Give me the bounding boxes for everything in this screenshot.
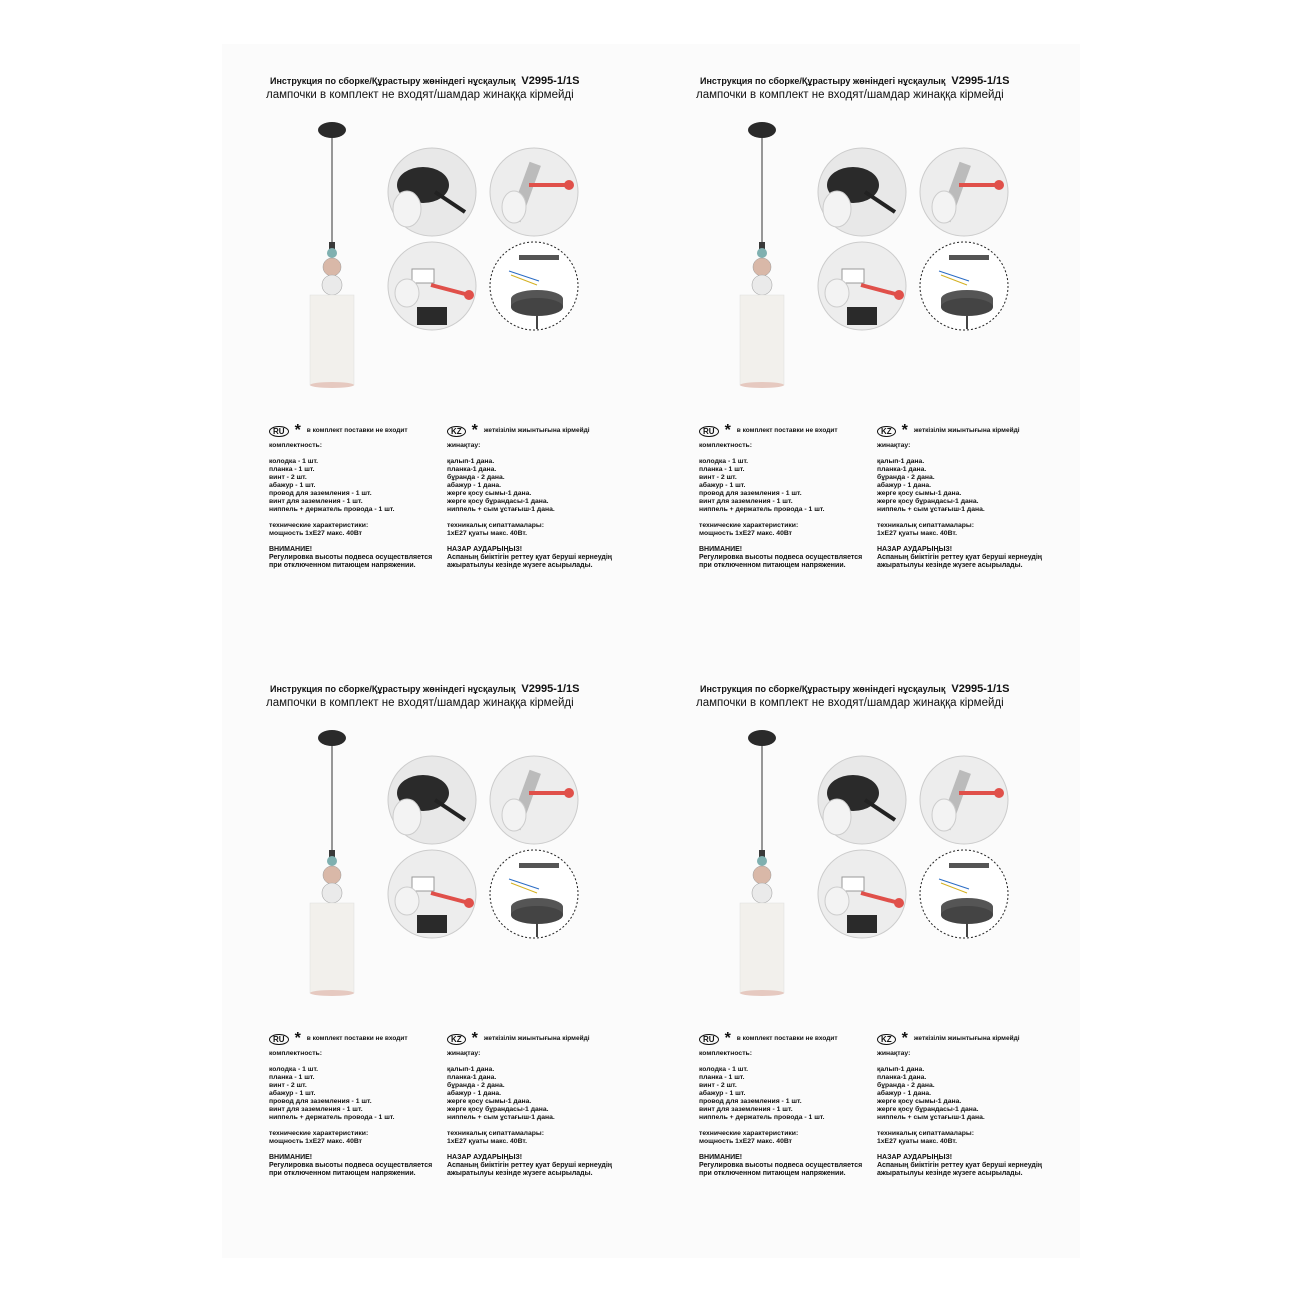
kz-badge: KZ bbox=[447, 426, 466, 437]
ru-badge: RU bbox=[699, 1034, 719, 1045]
instruction-panel bbox=[692, 72, 1122, 672]
kz-warning-text: Аспаның биіктігін реттеу қуат беруші кернеудің bbox=[447, 1162, 613, 1169]
list-item: винт - 2 шт. bbox=[699, 1082, 737, 1089]
kz-warning-text: Аспаның биіктігін реттеу қуат беруші кернеудің bbox=[877, 554, 1043, 561]
ru-note: в комплект поставки не входит bbox=[736, 1035, 838, 1042]
asterisk-icon: * bbox=[294, 422, 301, 439]
list-item: винт - 2 шт. bbox=[269, 1082, 307, 1089]
list-item: бұранда - 2 дана. bbox=[447, 474, 505, 481]
kz-kit-header: жинақтау: bbox=[447, 1050, 481, 1057]
ru-spec-header: технические характеристики: bbox=[699, 1130, 799, 1137]
instruction-panel bbox=[262, 680, 692, 1280]
list-item: қалып-1 дана. bbox=[447, 458, 495, 465]
list-item: жерге қосу сымы-1 дана. bbox=[447, 1098, 532, 1105]
list-item: колодка - 1 шт. bbox=[699, 1066, 749, 1073]
assembly-steps bbox=[387, 147, 587, 337]
mounting-bar-photo bbox=[919, 147, 1009, 237]
list-item: колодка - 1 шт. bbox=[269, 1066, 319, 1073]
kz-column bbox=[877, 424, 1057, 570]
kz-badge: KZ bbox=[877, 426, 896, 437]
list-item: винт для заземления - 1 шт. bbox=[269, 498, 363, 505]
kz-column bbox=[877, 1032, 1057, 1178]
ru-kit-header: комплектность: bbox=[699, 1050, 752, 1057]
ru-badge: RU bbox=[699, 426, 719, 437]
list-item: винт для заземления - 1 шт. bbox=[269, 1106, 363, 1113]
assembly-diagram bbox=[489, 849, 579, 939]
kz-kit-header: жинақтау: bbox=[877, 1050, 911, 1057]
list-item: винт для заземления - 1 шт. bbox=[699, 498, 793, 505]
ru-warning-text: при отключенном питающем напряжении. bbox=[269, 1170, 416, 1177]
kz-warning-text: ажыратылуы кезінде жүзеге асырылады. bbox=[877, 562, 1023, 569]
kz-column bbox=[447, 1032, 627, 1178]
title-text: Инструкция по сборке/Құрастыру жөніндегі нұсқаулық bbox=[270, 76, 516, 86]
model-number: V2995-1/1S bbox=[951, 75, 1010, 87]
page-title bbox=[270, 683, 579, 695]
wire-connector-photo bbox=[387, 241, 477, 331]
ru-spec: мощность 1xE27 макс. 40Вт bbox=[699, 1138, 793, 1145]
list-item: бұранда - 2 дана. bbox=[877, 1082, 935, 1089]
kz-warning-text: Аспаның биіктігін реттеу қуат беруші кернеудің bbox=[447, 554, 613, 561]
list-item: планка-1 дана. bbox=[877, 1074, 927, 1081]
list-item: қалып-1 дана. bbox=[447, 1066, 495, 1073]
model-number: V2995-1/1S bbox=[521, 75, 580, 87]
page-title bbox=[700, 683, 1009, 695]
list-item: планка - 1 шт. bbox=[699, 466, 745, 473]
kz-warning-header: НАЗАР АУДАРЫҢЫЗ! bbox=[447, 546, 523, 553]
ru-note: в комплект поставки не входит bbox=[306, 427, 408, 434]
list-item: провод для заземления - 1 шт. bbox=[699, 490, 802, 497]
list-item: қалып-1 дана. bbox=[877, 458, 925, 465]
wire-connector-photo bbox=[817, 849, 907, 939]
kz-warning-text: ажыратылуы кезінде жүзеге асырылады. bbox=[447, 562, 593, 569]
kz-note: жеткізілім жиынтығына кірмейді bbox=[483, 1035, 590, 1042]
kz-warning-header: НАЗАР АУДАРЫҢЫЗ! bbox=[877, 1154, 953, 1161]
asterisk-icon: * bbox=[901, 1030, 908, 1047]
page-subtitle: лампочки в комплект не входят/шамдар жинаққа кірмейді bbox=[266, 89, 574, 101]
list-item: планка - 1 шт. bbox=[699, 1074, 745, 1081]
title-text: Инструкция по сборке/Құрастыру жөніндегі нұсқаулық bbox=[270, 684, 516, 694]
kz-spec: 1xE27 қуаты макс. 40Вт. bbox=[877, 1138, 958, 1145]
ru-column bbox=[699, 1032, 879, 1178]
list-item: колодка - 1 шт. bbox=[269, 458, 319, 465]
kz-spec-header: техникалық сипаттамалары: bbox=[447, 522, 544, 529]
kz-spec-header: техникалық сипаттамалары: bbox=[877, 522, 974, 529]
assembly-diagram bbox=[919, 241, 1009, 331]
ru-warning-text: при отключенном питающем напряжении. bbox=[699, 1170, 846, 1177]
list-item: абажур - 1 шт. bbox=[269, 1090, 316, 1097]
page-subtitle: лампочки в комплект не входят/шамдар жинаққа кірмейді bbox=[696, 89, 1004, 101]
page-title bbox=[270, 75, 579, 87]
ru-spec-header: технические характеристики: bbox=[699, 522, 799, 529]
list-item: жерге қосу бұрандасы-1 дана. bbox=[877, 498, 979, 505]
page-title bbox=[700, 75, 1009, 87]
mounting-bar-photo bbox=[489, 147, 579, 237]
mounting-bar-photo bbox=[919, 755, 1009, 845]
kz-warning-header: НАЗАР АУДАРЫҢЫЗ! bbox=[447, 1154, 523, 1161]
ru-kit-header: комплектность: bbox=[269, 442, 322, 449]
kz-badge: KZ bbox=[447, 1034, 466, 1045]
canopy-screw-photo bbox=[817, 755, 907, 845]
asterisk-icon: * bbox=[471, 1030, 478, 1047]
list-item: планка - 1 шт. bbox=[269, 1074, 315, 1081]
list-item: ниппель + держатель провода - 1 шт. bbox=[699, 1114, 825, 1121]
ru-warning-text: при отключенном питающем напряжении. bbox=[699, 562, 846, 569]
list-item: жерге қосу бұрандасы-1 дана. bbox=[447, 1106, 549, 1113]
ru-note: в комплект поставки не входит bbox=[736, 427, 838, 434]
list-item: жерге қосу бұрандасы-1 дана. bbox=[447, 498, 549, 505]
assembly-steps bbox=[387, 755, 587, 945]
kz-badge: KZ bbox=[877, 1034, 896, 1045]
list-item: ниппель + держатель провода - 1 шт. bbox=[269, 506, 395, 513]
list-item: бұранда - 2 дана. bbox=[447, 1082, 505, 1089]
list-item: абажур - 1 дана. bbox=[447, 1090, 501, 1097]
list-item: жерге қосу сымы-1 дана. bbox=[447, 490, 532, 497]
ru-spec-header: технические характеристики: bbox=[269, 522, 369, 529]
assembly-steps bbox=[817, 755, 1017, 945]
list-item: ниппель + держатель провода - 1 шт. bbox=[699, 506, 825, 513]
list-item: ниппель + сым ұстағыш-1 дана. bbox=[447, 506, 555, 513]
list-item: жерге қосу сымы-1 дана. bbox=[877, 1098, 962, 1105]
asterisk-icon: * bbox=[294, 1030, 301, 1047]
ru-column bbox=[699, 424, 879, 570]
list-item: планка - 1 шт. bbox=[269, 466, 315, 473]
kz-note: жеткізілім жиынтығына кірмейді bbox=[913, 427, 1020, 434]
kz-spec: 1xE27 қуаты макс. 40Вт. bbox=[877, 530, 958, 537]
kz-kit-header: жинақтау: bbox=[877, 442, 911, 449]
kz-warning-text: Аспаның биіктігін реттеу қуат беруші кернеудің bbox=[877, 1162, 1043, 1169]
list-item: жерге қосу бұрандасы-1 дана. bbox=[877, 1106, 979, 1113]
kz-kit-header: жинақтау: bbox=[447, 442, 481, 449]
list-item: планка-1 дана. bbox=[877, 466, 927, 473]
ru-kit-header: комплектность: bbox=[699, 442, 752, 449]
kz-spec: 1xE27 қуаты макс. 40Вт. bbox=[447, 530, 528, 537]
wire-connector-photo bbox=[817, 241, 907, 331]
pendant-lamp-illustration bbox=[307, 120, 357, 390]
kz-warning-header: НАЗАР АУДАРЫҢЫЗ! bbox=[877, 546, 953, 553]
list-item: абажур - 1 шт. bbox=[269, 482, 316, 489]
list-item: жерге қосу сымы-1 дана. bbox=[877, 490, 962, 497]
list-item: ниппель + сым ұстағыш-1 дана. bbox=[447, 1114, 555, 1121]
list-item: ниппель + сым ұстағыш-1 дана. bbox=[877, 506, 985, 513]
kz-spec: 1xE27 қуаты макс. 40Вт. bbox=[447, 1138, 528, 1145]
model-number: V2995-1/1S bbox=[951, 683, 1010, 695]
ru-spec: мощность 1xE27 макс. 40Вт bbox=[699, 530, 793, 537]
ru-warning-text: при отключенном питающем напряжении. bbox=[269, 562, 416, 569]
list-item: ниппель + сым ұстағыш-1 дана. bbox=[877, 1114, 985, 1121]
ru-badge: RU bbox=[269, 1034, 289, 1045]
page-subtitle: лампочки в комплект не входят/шамдар жинаққа кірмейді bbox=[696, 697, 1004, 709]
asterisk-icon: * bbox=[724, 422, 731, 439]
list-item: винт - 2 шт. bbox=[269, 474, 307, 481]
title-text: Инструкция по сборке/Құрастыру жөніндегі нұсқаулық bbox=[700, 684, 946, 694]
ru-kit-header: комплектность: bbox=[269, 1050, 322, 1057]
ru-warning-header: ВНИМАНИЕ! bbox=[269, 1154, 313, 1161]
list-item: винт для заземления - 1 шт. bbox=[699, 1106, 793, 1113]
list-item: абажур - 1 шт. bbox=[699, 1090, 746, 1097]
kz-spec-header: техникалық сипаттамалары: bbox=[447, 1130, 544, 1137]
wire-connector-photo bbox=[387, 849, 477, 939]
list-item: қалып-1 дана. bbox=[877, 1066, 925, 1073]
ru-warning-header: ВНИМАНИЕ! bbox=[699, 1154, 743, 1161]
mounting-bar-photo bbox=[489, 755, 579, 845]
pendant-lamp-illustration bbox=[737, 120, 787, 390]
assembly-diagram bbox=[489, 241, 579, 331]
assembly-diagram bbox=[919, 849, 1009, 939]
list-item: планка-1 дана. bbox=[447, 466, 497, 473]
list-item: абажур - 1 дана. bbox=[877, 482, 931, 489]
ru-column bbox=[269, 1032, 449, 1178]
ru-spec: мощность 1xE27 макс. 40Вт bbox=[269, 530, 363, 537]
pendant-lamp-illustration bbox=[307, 728, 357, 998]
canopy-screw-photo bbox=[387, 147, 477, 237]
ru-warning-text: Регулировка высоты подвеса осуществляется bbox=[269, 1162, 433, 1169]
ru-badge: RU bbox=[269, 426, 289, 437]
instruction-panel bbox=[692, 680, 1122, 1280]
asterisk-icon: * bbox=[901, 422, 908, 439]
ru-warning-header: ВНИМАНИЕ! bbox=[699, 546, 743, 553]
instruction-panel bbox=[262, 72, 692, 672]
list-item: провод для заземления - 1 шт. bbox=[699, 1098, 802, 1105]
page-subtitle: лампочки в комплект не входят/шамдар жинаққа кірмейді bbox=[266, 697, 574, 709]
ru-spec-header: технические характеристики: bbox=[269, 1130, 369, 1137]
kz-column bbox=[447, 424, 627, 570]
ru-note: в комплект поставки не входит bbox=[306, 1035, 408, 1042]
list-item: провод для заземления - 1 шт. bbox=[269, 1098, 372, 1105]
title-text: Инструкция по сборке/Құрастыру жөніндегі нұсқаулық bbox=[700, 76, 946, 86]
ru-column bbox=[269, 424, 449, 570]
ru-spec: мощность 1xE27 макс. 40Вт bbox=[269, 1138, 363, 1145]
kz-note: жеткізілім жиынтығына кірмейді bbox=[913, 1035, 1020, 1042]
ru-warning-header: ВНИМАНИЕ! bbox=[269, 546, 313, 553]
asterisk-icon: * bbox=[724, 1030, 731, 1047]
list-item: бұранда - 2 дана. bbox=[877, 474, 935, 481]
list-item: винт - 2 шт. bbox=[699, 474, 737, 481]
asterisk-icon: * bbox=[471, 422, 478, 439]
list-item: колодка - 1 шт. bbox=[699, 458, 749, 465]
kz-spec-header: техникалық сипаттамалары: bbox=[877, 1130, 974, 1137]
ru-warning-text: Регулировка высоты подвеса осуществляется bbox=[699, 1162, 863, 1169]
list-item: абажур - 1 дана. bbox=[877, 1090, 931, 1097]
kz-note: жеткізілім жиынтығына кірмейді bbox=[483, 427, 590, 434]
list-item: абажур - 1 шт. bbox=[699, 482, 746, 489]
list-item: провод для заземления - 1 шт. bbox=[269, 490, 372, 497]
list-item: ниппель + держатель провода - 1 шт. bbox=[269, 1114, 395, 1121]
pendant-lamp-illustration bbox=[737, 728, 787, 998]
list-item: абажур - 1 дана. bbox=[447, 482, 501, 489]
list-item: планка-1 дана. bbox=[447, 1074, 497, 1081]
ru-warning-text: Регулировка высоты подвеса осуществляется bbox=[699, 554, 863, 561]
kz-warning-text: ажыратылуы кезінде жүзеге асырылады. bbox=[447, 1170, 593, 1177]
model-number: V2995-1/1S bbox=[521, 683, 580, 695]
kz-warning-text: ажыратылуы кезінде жүзеге асырылады. bbox=[877, 1170, 1023, 1177]
canopy-screw-photo bbox=[387, 755, 477, 845]
canopy-screw-photo bbox=[817, 147, 907, 237]
ru-warning-text: Регулировка высоты подвеса осуществляется bbox=[269, 554, 433, 561]
assembly-steps bbox=[817, 147, 1017, 337]
